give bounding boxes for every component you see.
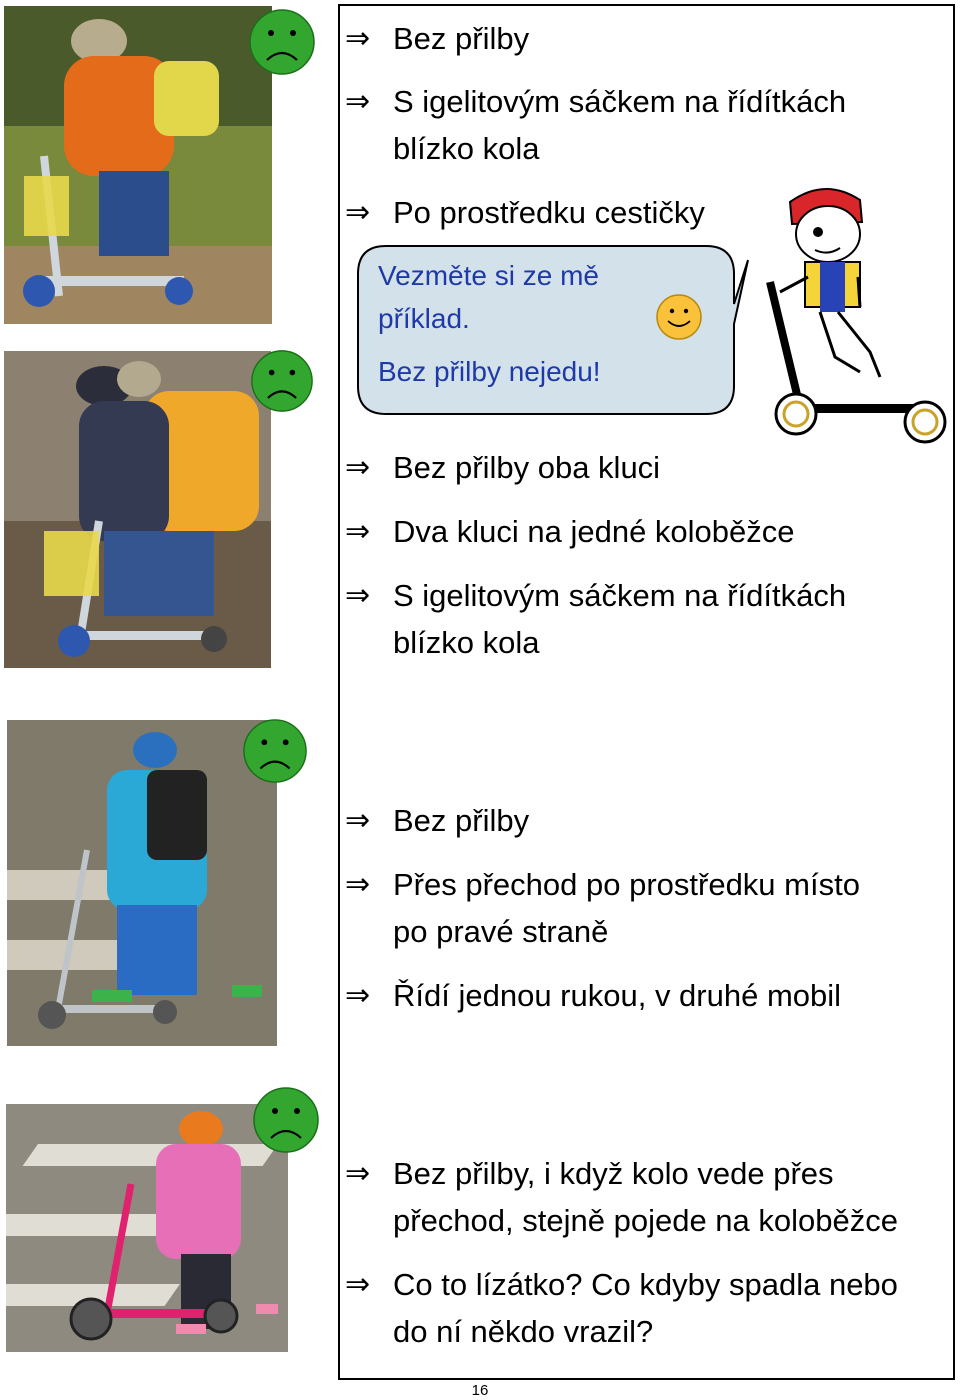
implies-arrow-icon: ⇒ [345,514,371,549]
implies-arrow-icon: ⇒ [345,1267,371,1302]
bullet-text: S igelitovým sáčkem na řídítkách [393,84,847,119]
smiley-face-icon [655,293,703,341]
page-number: 16 [471,1382,489,1399]
implies-arrow-icon: ⇒ [345,195,371,230]
implies-arrow-icon: ⇒ [345,978,371,1013]
sad-face-icon [242,718,308,784]
sad-face-icon [250,349,314,413]
photo-boy-crossing-with-phone [7,720,277,1046]
implies-arrow-icon: ⇒ [345,867,371,902]
bullet-item [345,1261,898,1355]
bullet-item [345,972,841,1019]
sad-face-icon [248,8,316,76]
bullet-text: Po prostředku cestičky [393,195,705,230]
bullet-text: Bez přilby oba kluci [393,450,661,485]
bullet-text: přechod, stejně pojede na koloběžce [393,1203,898,1238]
bullet-text: blízko kola [393,131,540,166]
bubble-line: příklad. [378,303,470,334]
bullet-item [345,1150,898,1244]
bullet-text: Přes přechod po prostředku místo [393,867,860,902]
cartoon-girl-scooter-illustration [760,182,955,454]
bullet-text: Bez přilby [393,21,530,56]
bullet-item [345,572,846,666]
implies-arrow-icon: ⇒ [345,84,371,119]
bullet-text: po pravé straně [393,914,609,949]
bullet-item [345,508,795,555]
bullet-item [345,797,529,844]
bubble-line: Bez přilby nejedu! [378,356,601,387]
implies-arrow-icon: ⇒ [345,21,371,56]
bullet-text: do ní někdo vrazil? [393,1314,654,1349]
bullet-text: Dva kluci na jedné koloběžce [393,514,795,549]
bullet-item [345,15,529,62]
implies-arrow-icon: ⇒ [345,1156,371,1191]
photo-girl-pink-scooter [6,1104,288,1352]
implies-arrow-icon: ⇒ [345,450,371,485]
bullet-text: Co to lízátko? Co kdyby spadla nebo [393,1267,898,1302]
bullet-item [345,189,705,236]
bullet-item [345,78,846,172]
implies-arrow-icon: ⇒ [345,803,371,838]
photo-two-boys-one-scooter [4,351,271,668]
sad-face-icon [252,1086,320,1154]
bullet-text: Bez přilby [393,803,530,838]
bullet-item [345,861,860,955]
bullet-text: blízko kola [393,625,540,660]
bullet-item [345,444,660,491]
bullet-text: S igelitovým sáčkem na řídítkách [393,578,847,613]
bubble-line: Vezměte si ze mě [378,260,599,291]
photo-boy-orange-jacket [4,6,272,324]
implies-arrow-icon: ⇒ [345,578,371,613]
bullet-text: Řídí jednou rukou, v druhé mobil [393,978,842,1013]
bullet-text: Bez přilby, i když kolo vede přes [393,1156,834,1191]
